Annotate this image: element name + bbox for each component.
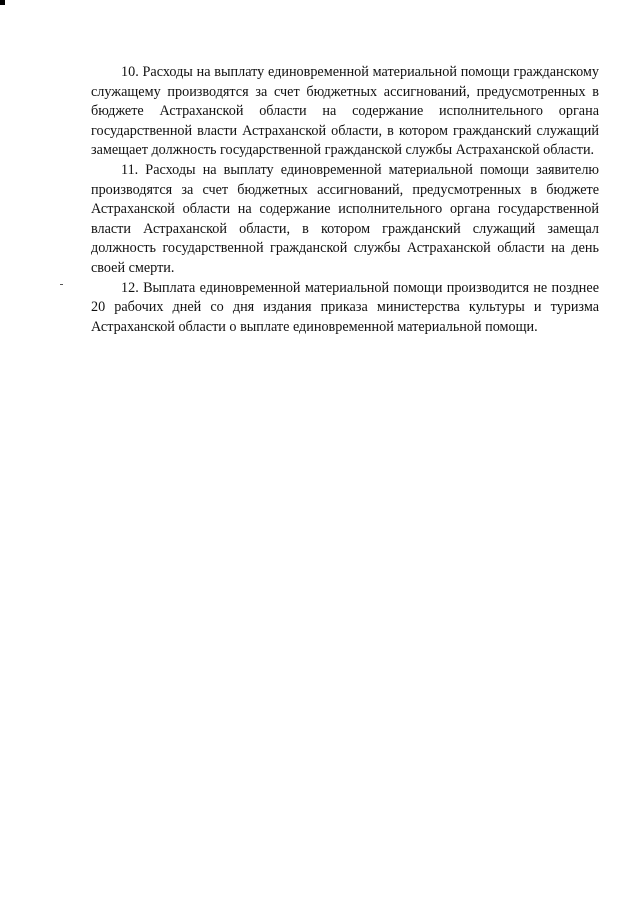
scan-margin-dot bbox=[60, 284, 63, 285]
paragraph-12: 12. Выплата единовременной материальной помощи производится не позднее 20 рабочих дней со дня издания приказа министерства культуры и туризма Астраханской области о выплате единовременной материальной помощи. bbox=[91, 279, 599, 335]
paragraph-11: 11. Расходы на выплату единовременной материальной помощи заявителю производятся за счет бюджетных ассигнований, предусмотренных в бюджете Астраханской области на содержание исполнительного органа государственной власти Астраханской области, в котором гражданский служащий замещал должность государственной гражданской службы Астраханской области на день своей смерти. bbox=[91, 161, 599, 276]
scan-corner-mark bbox=[0, 0, 5, 5]
paragraph-10: 10. Расходы на выплату единовременной материальной помощи гражданскому служащему производятся за счет бюджетных ассигнований, предусмотренных в бюджете Астраханской области на содержание исполнительного органа государственной власти Астраханской области, в котором гражданский служащий замещает должность государственной гражданской службы Астраханской области. bbox=[91, 64, 599, 159]
document-page bbox=[91, 63, 599, 337]
